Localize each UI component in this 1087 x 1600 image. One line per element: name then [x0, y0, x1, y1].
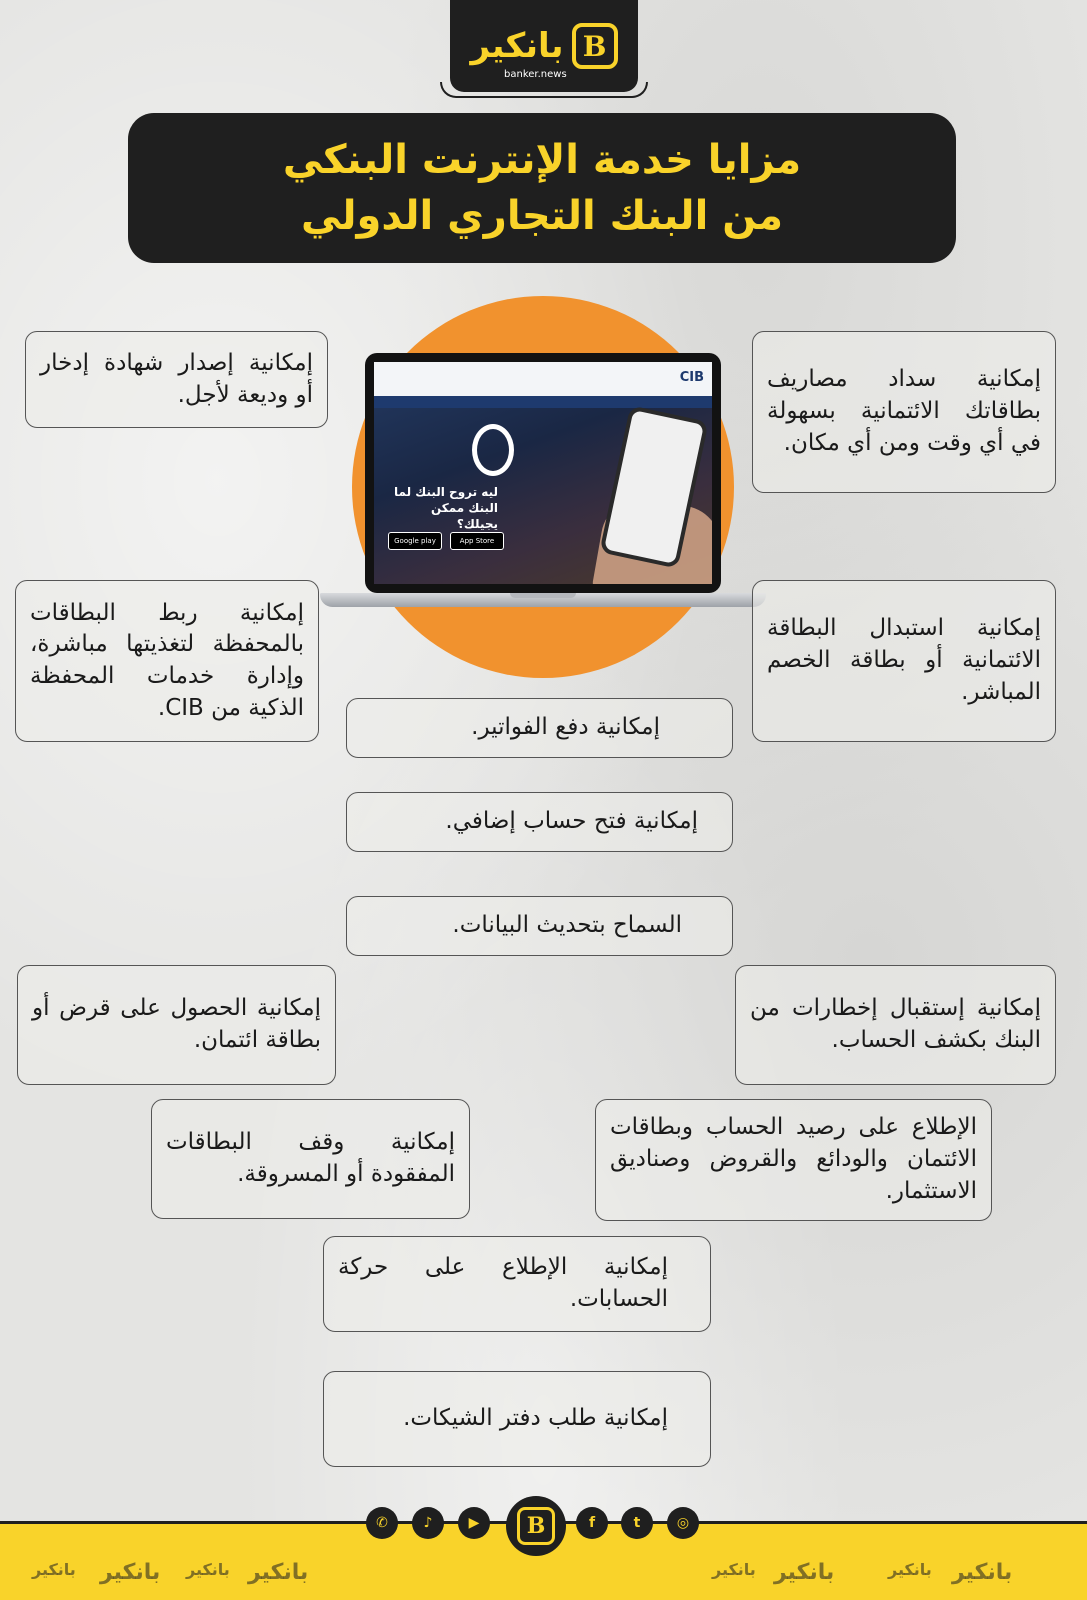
brand-logo — [450, 0, 638, 92]
brand-name: بانكير — [470, 26, 564, 66]
feature-checkbook: إمكانية طلب دفتر الشيكات. — [323, 1371, 711, 1467]
page-title — [128, 113, 956, 263]
youtube-icon[interactable]: ▶ — [458, 1507, 490, 1539]
bank-site-headline: ليه تروح البنك لما البنك ممكن يجيلك؟ — [394, 485, 498, 532]
footer-watermark: بانكير — [248, 1560, 309, 1585]
feature-loan-card: إمكانية الحصول على قرض أو بطاقة ائتمان. — [17, 965, 336, 1085]
google-play-badge: Google play — [388, 532, 442, 550]
feature-deposit-certificate: إمكانية إصدار شهادة إدخار أو وديعة لأجل. — [25, 331, 328, 428]
laptop-base — [320, 593, 766, 607]
footer-watermark: بانكير — [712, 1560, 756, 1579]
title-line-2: من البنك التجاري الدولي — [301, 193, 783, 239]
footer-watermark: بانكير — [888, 1560, 932, 1579]
bank-emblem-icon — [472, 424, 514, 476]
footer-brand-icon: B — [506, 1496, 566, 1556]
app-store-badge: App Store — [450, 532, 504, 550]
brand-site: banker.news — [504, 69, 567, 80]
bank-site-header — [374, 362, 712, 396]
feature-update-data: السماح بتحديث البيانات. — [346, 896, 733, 956]
feature-stop-cards: إمكانية وقف البطاقات المفقودة أو المسروقة. — [151, 1099, 470, 1219]
feature-wallet-linking: إمكانية ربط البطاقات بالمحفظة لتغذيتها مباشرة، وإدارة خدمات المحفظة الذكية من CIB. — [15, 580, 319, 742]
feature-alerts: إمكانية إستقبال إخطارات من البنك بكشف الحساب. — [735, 965, 1056, 1085]
feature-bill-payment: إمكانية دفع الفواتير. — [346, 698, 733, 758]
tiktok-icon[interactable]: ♪ — [412, 1507, 444, 1539]
footer-watermark: بانكير — [774, 1560, 835, 1585]
laptop-display — [374, 362, 712, 584]
facebook-icon[interactable]: f — [576, 1507, 608, 1539]
laptop-illustration — [365, 353, 721, 593]
footer-watermark: بانكير — [32, 1560, 76, 1579]
whatsapp-icon[interactable]: ✆ — [366, 1507, 398, 1539]
footer-watermark: بانكير — [186, 1560, 230, 1579]
title-line-1: مزايا خدمة الإنترنت البنكي — [282, 137, 802, 183]
twitter-icon[interactable]: t — [621, 1507, 653, 1539]
footer-watermark: بانكير — [952, 1560, 1013, 1585]
feature-card-replacement: إمكانية استبدال البطاقة الائتمانية أو بطاقة الخصم المباشر. — [752, 580, 1056, 742]
feature-balances: الإطلاع على رصيد الحساب وبطاقات الائتمان والودائع والقروض وصناديق الاستثمار. — [595, 1099, 992, 1221]
footer-watermark: بانكير — [100, 1560, 161, 1585]
feature-open-account: إمكانية فتح حساب إضافي. — [346, 792, 733, 852]
bank-logo: CIB — [679, 370, 704, 385]
bank-site-nav — [374, 396, 712, 408]
instagram-icon[interactable]: ◎ — [667, 1507, 699, 1539]
brand-b-icon: B — [572, 23, 618, 69]
feature-account-activity: إمكانية الإطلاع على حركة الحسابات. — [323, 1236, 711, 1332]
feature-credit-card-payment: إمكانية سداد مصاريف بطاقاتك الائتمانية بسهولة في أي وقت ومن أي مكان. — [752, 331, 1056, 493]
